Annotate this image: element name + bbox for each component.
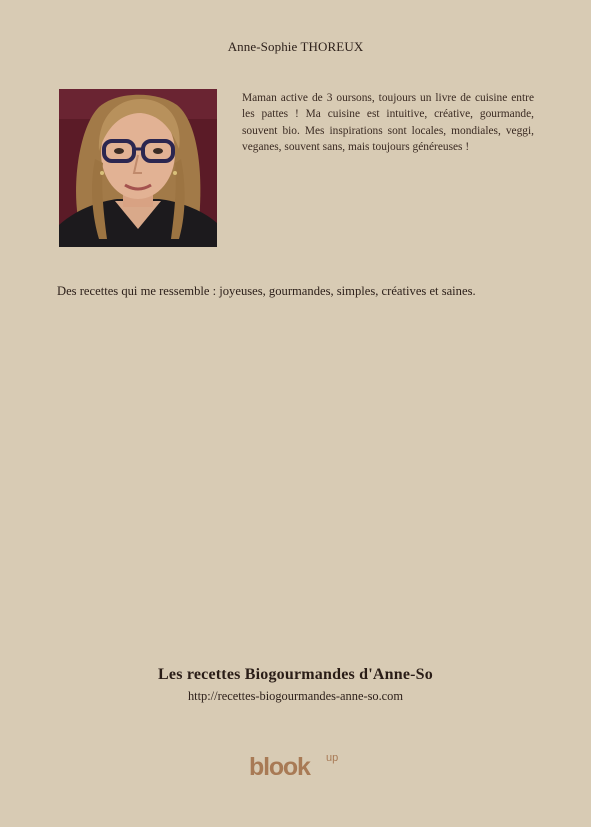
blookup-logo	[249, 752, 345, 782]
book-title: Les recettes Biogourmandes d'Anne-So	[158, 666, 433, 683]
logo-superscript-text: up	[326, 752, 339, 764]
author-name: Anne-Sophie THOREUX	[227, 39, 364, 54]
tagline: Des recettes qui me ressemble : joyeuses, gourmandes, simples, créatives et saines.	[57, 284, 476, 298]
author-photo	[59, 89, 217, 247]
author-bio: Maman active de 3 oursons, toujours un livre de cuisine entre les pattes ! Ma cuisine est intuitive, créative, gourmande, souvent bio. Mes inspirations sont locales, mondiales, veggi, veganes, souvent sans, mais toujours généreuses !	[242, 92, 534, 154]
logo-main-text: blook	[249, 753, 310, 781]
book-url[interactable]: http://recettes-biogourmandes-anne-so.com	[187, 689, 404, 703]
